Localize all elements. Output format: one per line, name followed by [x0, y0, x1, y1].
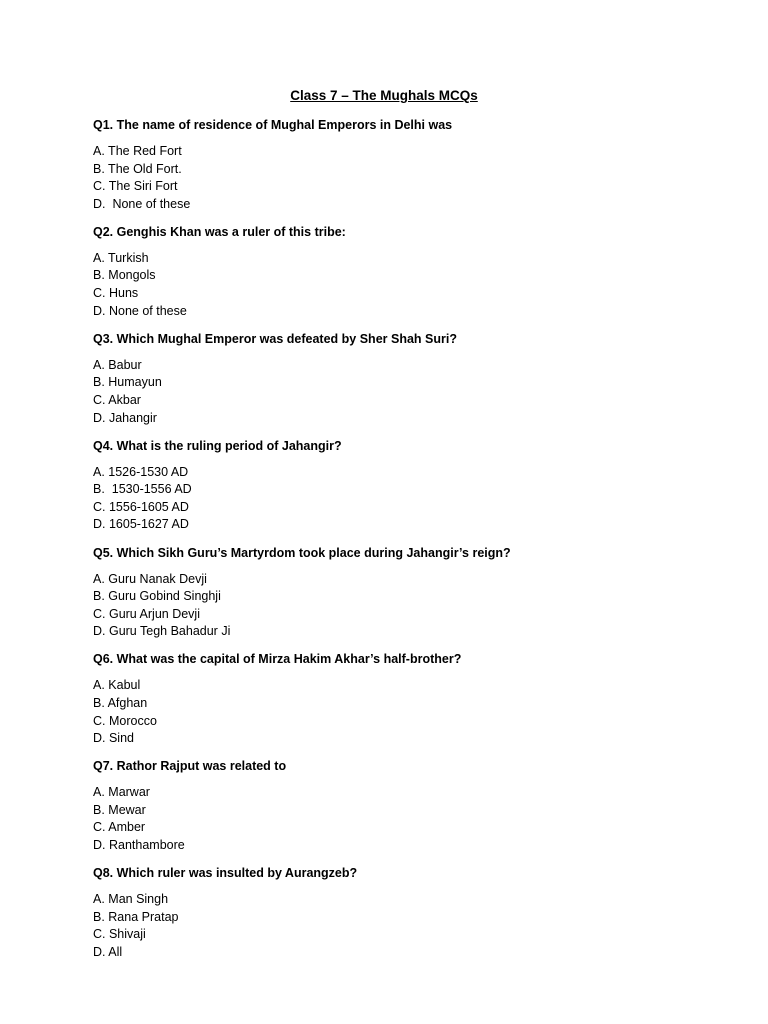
- option-list: [93, 455, 733, 534]
- option-list: [93, 668, 733, 747]
- page-title: Class 7 – The Mughals MCQs: [290, 88, 478, 103]
- answer-option: B. Humayun: [93, 375, 162, 390]
- answer-option: C. Shivaji: [93, 927, 146, 942]
- answer-option: B. Mongols: [93, 268, 156, 283]
- answer-option: D. Guru Tegh Bahadur Ji: [93, 624, 231, 639]
- answer-option: A. Guru Nanak Devji: [93, 571, 207, 586]
- question-block: [93, 544, 733, 641]
- answer-option: A. Marwar: [93, 785, 150, 800]
- answer-option: D. None of these: [93, 303, 187, 318]
- question-text: Q7. Rathor Rajput was related to: [93, 759, 287, 774]
- answer-option: C. Amber: [93, 820, 146, 835]
- answer-option: A. 1526-1530 AD: [93, 464, 189, 479]
- answer-option: A. Kabul: [93, 678, 141, 693]
- question-text: Q6. What was the capital of Mirza Hakim Akhar’s half-brother?: [93, 652, 462, 667]
- option-list: [93, 775, 733, 854]
- question-text: Q2. Genghis Khan was a ruler of this tribe:: [93, 224, 346, 239]
- answer-option: A. Man Singh: [93, 892, 169, 907]
- question-text: Q5. Which Sikh Guru’s Martyrdom took place during Jahangir’s reign?: [93, 545, 511, 560]
- answer-option: A. Turkish: [93, 250, 149, 265]
- option-list: [93, 562, 733, 641]
- answer-option: C. Guru Arjun Devji: [93, 606, 200, 621]
- answer-option: D. Sind: [93, 731, 134, 746]
- option-list: [93, 882, 733, 961]
- answer-option: C. Morocco: [93, 713, 157, 728]
- question-block: [93, 116, 733, 213]
- answer-option: A. The Red Fort: [93, 144, 182, 158]
- question-block: [93, 650, 733, 747]
- answer-option: B. 1530-1556 AD: [93, 482, 192, 497]
- option-list: [93, 134, 733, 213]
- answer-option: B. Afghan: [93, 695, 148, 710]
- answer-option: C. Akbar: [93, 392, 141, 407]
- answer-option: C. 1556-1605 AD: [93, 499, 189, 514]
- answer-option: D. All: [93, 944, 123, 959]
- question-block: [93, 437, 733, 534]
- question-text: Q3. Which Mughal Emperor was defeated by Sher Shah Suri?: [93, 331, 457, 346]
- question-text: Q8. Which ruler was insulted by Aurangzeb?: [93, 866, 358, 881]
- question-list: [93, 116, 733, 971]
- question-block: [93, 223, 733, 320]
- answer-option: D. Jahangir: [93, 410, 157, 425]
- option-list: [93, 348, 733, 427]
- question-block: [93, 757, 733, 854]
- answer-option: B. The Old Fort.: [93, 161, 182, 176]
- answer-option: D. Ranthambore: [93, 838, 185, 853]
- question-text: Q4. What is the ruling period of Jahangir?: [93, 438, 342, 453]
- answer-option: C. Huns: [93, 286, 139, 301]
- answer-option: B. Rana Pratap: [93, 909, 179, 924]
- question-text: Q1. The name of residence of Mughal Emperors in Delhi was: [93, 118, 453, 132]
- answer-option: D. None of these: [93, 196, 191, 211]
- option-list: [93, 241, 733, 320]
- answer-option: B. Guru Gobind Singhji: [93, 589, 221, 604]
- question-block: [93, 330, 733, 427]
- question-block: [93, 864, 733, 961]
- answer-option: D. 1605-1627 AD: [93, 517, 189, 532]
- answer-option: B. Mewar: [93, 802, 146, 817]
- answer-option: A. Babur: [93, 357, 142, 372]
- answer-option: C. The Siri Fort: [93, 179, 178, 194]
